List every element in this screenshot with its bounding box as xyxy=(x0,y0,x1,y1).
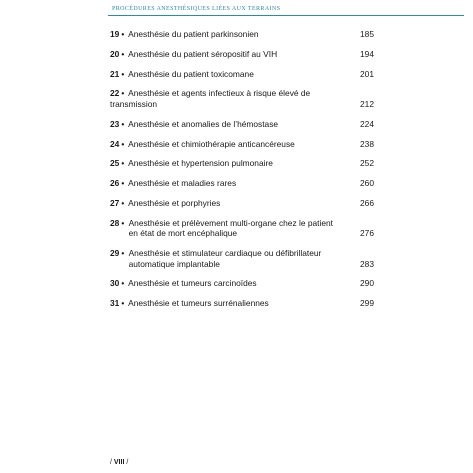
table-of-contents xyxy=(110,29,374,318)
chapter-title: Anesthésie et porphyries xyxy=(128,197,221,208)
toc-entry[interactable] xyxy=(110,298,374,309)
page-number: 290 xyxy=(360,278,374,289)
chapter-number: 19 xyxy=(110,29,120,39)
bullet-separator: • xyxy=(121,178,125,189)
chapter-title: Anesthésie et hypertension pulmonaire xyxy=(128,158,273,169)
chapter-number: 29 xyxy=(110,248,120,258)
page-number: 201 xyxy=(360,68,374,79)
chapter-title: Anesthésie et tumeurs carcinoïdes xyxy=(128,278,257,289)
toc-entry[interactable] xyxy=(110,29,374,40)
chapter-number: 20 xyxy=(110,48,120,59)
page-number: 260 xyxy=(360,178,374,189)
bullet-separator: • xyxy=(121,197,125,208)
chapter-number: 22 xyxy=(110,88,120,99)
page-number: 283 xyxy=(360,258,374,269)
folio-close: / xyxy=(124,459,129,466)
toc-entry[interactable] xyxy=(110,88,374,109)
bullet-separator: • xyxy=(121,138,125,149)
folio-number: VIII xyxy=(113,459,125,466)
bullet-separator: • xyxy=(121,298,125,309)
toc-entry[interactable] xyxy=(110,49,374,60)
toc-entry[interactable] xyxy=(110,139,374,150)
page-number: 266 xyxy=(360,197,374,208)
folio xyxy=(110,459,128,466)
page-number: 185 xyxy=(360,29,374,39)
toc-entry[interactable] xyxy=(110,248,374,269)
toc-entry[interactable] xyxy=(110,69,374,80)
chapter-number: 31 xyxy=(110,298,120,309)
page-number: 194 xyxy=(360,48,374,59)
page-number: 299 xyxy=(360,298,374,309)
page-number: 276 xyxy=(360,228,374,239)
chapter-number: 24 xyxy=(110,138,120,149)
chapter-title: Anesthésie du patient toxicomane xyxy=(128,68,254,79)
chapter-title: Anesthésie et anomalies de l’hémostase xyxy=(128,118,279,129)
chapter-number: 27 xyxy=(110,197,120,208)
toc-entry[interactable] xyxy=(110,218,374,239)
toc-entry[interactable] xyxy=(110,278,374,289)
bullet-separator: • xyxy=(121,278,125,289)
chapter-number: 25 xyxy=(110,158,120,169)
bullet-separator: • xyxy=(121,118,125,129)
running-header: PROCÉDURES ANESTHÉSIQUES LIÉES AUX TERRAINS xyxy=(112,6,281,12)
bullet-separator: • xyxy=(121,29,125,39)
bullet-separator: • xyxy=(121,217,125,228)
chapter-number: 21 xyxy=(110,68,120,79)
bullet-separator: • xyxy=(121,248,125,258)
bullet-separator: • xyxy=(121,158,125,169)
header-rule xyxy=(108,15,464,16)
chapter-title: Anesthésie du patient séropositif au VIH xyxy=(128,48,278,59)
chapter-title: Anesthésie et maladies rares xyxy=(128,178,237,189)
chapter-title: Anesthésie et prélèvement multi-organe chez le patient en état de mort encéphalique xyxy=(128,217,333,239)
bullet-separator: • xyxy=(121,68,125,79)
page-number: 252 xyxy=(360,158,374,169)
chapter-number: 26 xyxy=(110,178,120,189)
page-number: 212 xyxy=(360,98,374,109)
page-number: 224 xyxy=(360,118,374,129)
chapter-number: 23 xyxy=(110,118,120,129)
toc-entry[interactable] xyxy=(110,198,374,209)
toc-entry[interactable] xyxy=(110,119,374,130)
toc-entry[interactable] xyxy=(110,178,374,189)
chapter-title: Anesthésie et tumeurs surrénaliennes xyxy=(128,298,269,309)
bullet-separator: • xyxy=(121,88,125,99)
chapter-title: Anesthésie et agents infectieux à risque élevé de transmission xyxy=(110,88,311,109)
chapter-number: 28 xyxy=(110,217,120,228)
toc-entry[interactable] xyxy=(110,158,374,169)
page-number: 238 xyxy=(360,138,374,149)
folio-open: / xyxy=(110,459,114,466)
chapter-title: Anesthésie du patient parkinsonien xyxy=(128,29,259,39)
chapter-title: Anesthésie et chimiothérapie anticancéreuse xyxy=(128,138,295,149)
chapter-number: 30 xyxy=(110,278,120,289)
chapter-title: Anesthésie et stimulateur cardiaque ou défibrillateur automatique implantable xyxy=(128,248,322,269)
bullet-separator: • xyxy=(121,48,125,59)
